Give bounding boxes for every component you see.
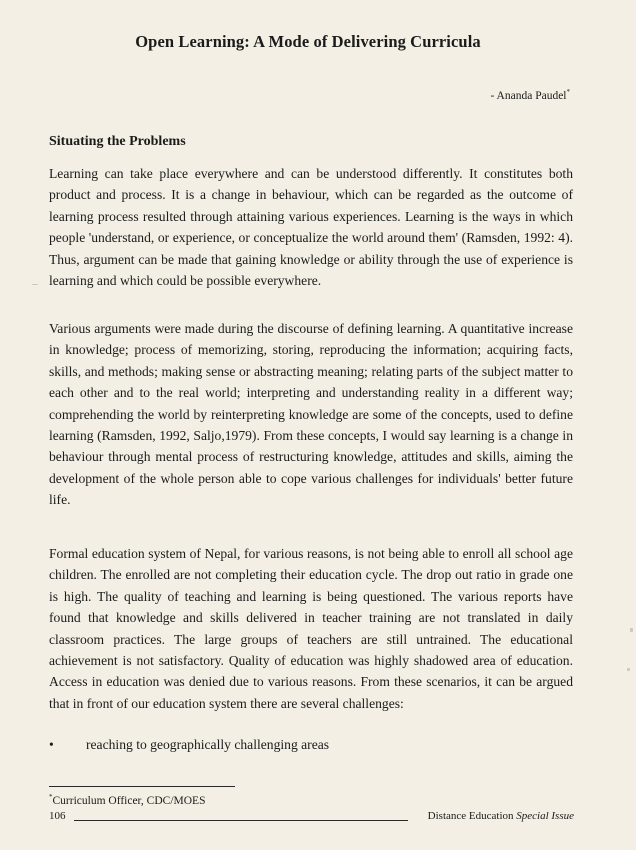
author-name: - Ananda Paudel: [490, 89, 567, 102]
paragraph-1: Learning can take place everywhere and can be understood differently. It constitutes both product and process. It is a change in behaviour, which can be regarded as the outcome of learning process resulted through attaining various experiences. Learning is the ways in which people 'understand, or experience, or conceptualize the world around them' (Ramsden, 1992: 4). Thus, argument can be made that gaining knowledge or ability through the use of experience is learning and which could be possible everywhere.: [49, 166, 573, 289]
footnote-mark: *: [49, 793, 53, 801]
footer-rule: [74, 820, 408, 821]
author-footnote-mark: *: [566, 88, 570, 96]
page-number: 106: [49, 810, 66, 822]
bullet-symbol: •: [49, 737, 54, 752]
bullet-item: [49, 734, 573, 755]
journal-name: [428, 810, 574, 822]
journal-name-italic: Special Issue: [516, 810, 574, 822]
footnote: [49, 793, 205, 807]
article-title: Open Learning: A Mode of Delivering Curricula: [135, 32, 481, 51]
journal-name-regular: Distance Education: [427, 810, 517, 822]
scan-speck: [32, 284, 38, 285]
footnote-text: Curriculum Officer, CDC/MOES: [52, 794, 206, 807]
author-line: [490, 88, 570, 102]
footnote-rule: [49, 786, 235, 787]
paragraph-2: Various arguments were made during the discourse of defining learning. A quantitative increase in knowledge; process of memorizing, storing, reproducing the information; acquiring facts, skills, and methods; making sense or abstracting meaning; relating parts of the subject matter to each other and to the real world; interpreting and understanding reality in a different way; comprehending the world by reinterpreting knowledge are some of the concepts, used to define learning (Ramsden, 1992, Saljo,1979). From these concepts, I would say learning is a change in behaviour through mental process of restructuring knowledge, attitudes and skills, aiming the development of the whole person able to cope various challenges for individuals' better future life.: [49, 321, 573, 508]
section-heading: Situating the Problems: [49, 134, 186, 149]
scan-speck: [630, 628, 633, 632]
paragraph-3: Formal education system of Nepal, for various reasons, is not being able to enroll all school age children. The enrolled are not completing their education cycle. The drop out ratio in grade one is high. The quality of teaching and learning is being questioned. The various reports have found that knowledge and skills delivered in teacher training are not translated in daily classroom practices. The large groups of teachers are still untrained. The educational achievement is not satisfactory. Quality of education was highly shadowed area of education. Access in education was denied due to various reasons. From these scenarios, it can be argued that in front of our education system there are several challenges:: [49, 546, 573, 711]
bullet-text: reaching to geographically challenging areas: [86, 737, 330, 752]
scan-speck: [627, 668, 630, 671]
